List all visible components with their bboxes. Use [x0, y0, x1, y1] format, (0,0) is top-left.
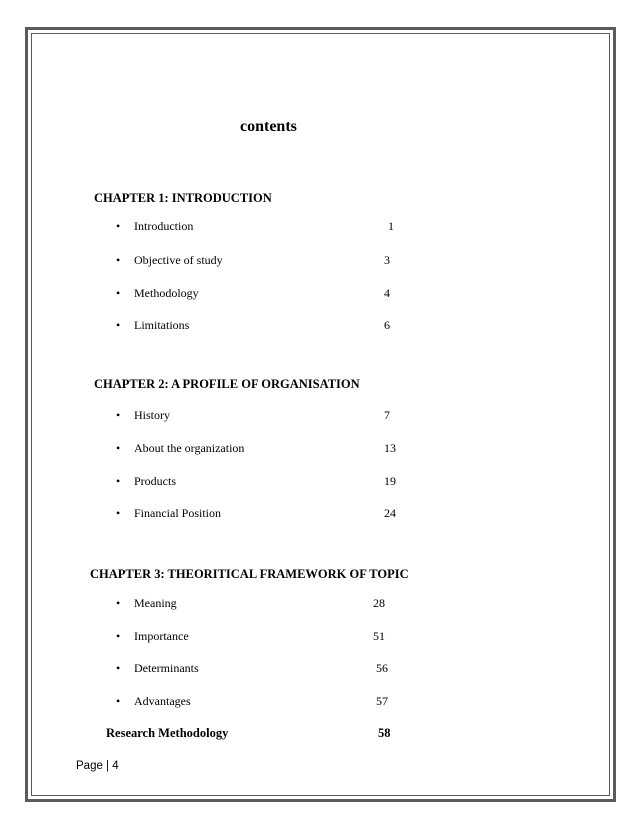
research-methodology-label: Research Methodology	[106, 726, 229, 740]
toc-item-label: Objective of study	[134, 253, 223, 267]
toc-item	[116, 628, 406, 644]
bullet-icon: •	[116, 694, 121, 708]
toc-item-page: 28	[373, 596, 385, 610]
chapter-1-heading: CHAPTER 1: INTRODUCTION	[94, 191, 272, 205]
toc-item-page: 19	[384, 474, 396, 488]
toc-item	[116, 505, 406, 521]
toc-item-label: Methodology	[134, 286, 199, 300]
toc-item-page: 4	[384, 286, 390, 300]
bullet-icon: •	[116, 286, 121, 300]
toc-item	[116, 317, 406, 333]
bullet-icon: •	[116, 318, 121, 332]
bullet-icon: •	[116, 219, 121, 233]
bullet-icon: •	[116, 253, 121, 267]
toc-item-label: Advantages	[134, 694, 191, 708]
toc-item-page: 3	[384, 253, 390, 267]
toc-item	[116, 407, 406, 423]
toc-item	[116, 285, 406, 301]
toc-item	[116, 252, 406, 268]
toc-item-page: 7	[384, 408, 390, 422]
toc-item	[116, 218, 406, 234]
toc-item-label: Meaning	[134, 596, 177, 610]
bullet-icon: •	[116, 506, 121, 520]
toc-item-page: 6	[384, 318, 390, 332]
page-number-footer: Page | 4	[76, 760, 119, 772]
toc-item-page: 56	[376, 661, 388, 675]
bullet-icon: •	[116, 629, 121, 643]
toc-item-label: History	[134, 408, 170, 422]
toc-item-page: 51	[373, 629, 385, 643]
toc-item-page: 13	[384, 441, 396, 455]
toc-item	[116, 440, 406, 456]
toc-item	[116, 660, 406, 676]
toc-item-page: 57	[376, 694, 388, 708]
research-methodology-page: 58	[378, 726, 391, 740]
toc-item-label: Determinants	[134, 661, 199, 675]
toc-item-page: 24	[384, 506, 396, 520]
toc-item-label: Importance	[134, 629, 189, 643]
contents-title: contents	[240, 118, 297, 135]
bullet-icon: •	[116, 661, 121, 675]
toc-item	[116, 693, 406, 709]
bullet-icon: •	[116, 441, 121, 455]
toc-item-label: Products	[134, 474, 176, 488]
toc-item-label: Introduction	[134, 219, 194, 233]
toc-item-label: Limitations	[134, 318, 190, 332]
bullet-icon: •	[116, 474, 121, 488]
bullet-icon: •	[116, 596, 121, 610]
toc-item	[116, 595, 406, 611]
toc-item	[116, 473, 406, 489]
chapter-3-heading: CHAPTER 3: THEORITICAL FRAMEWORK OF TOPIC	[90, 567, 409, 581]
chapter-2-heading: CHAPTER 2: A PROFILE OF ORGANISATION	[94, 377, 360, 391]
toc-item-label: Financial Position	[134, 506, 221, 520]
toc-item-page: 1	[388, 219, 394, 233]
toc-item-label: About the organization	[134, 441, 245, 455]
bullet-icon: •	[116, 408, 121, 422]
